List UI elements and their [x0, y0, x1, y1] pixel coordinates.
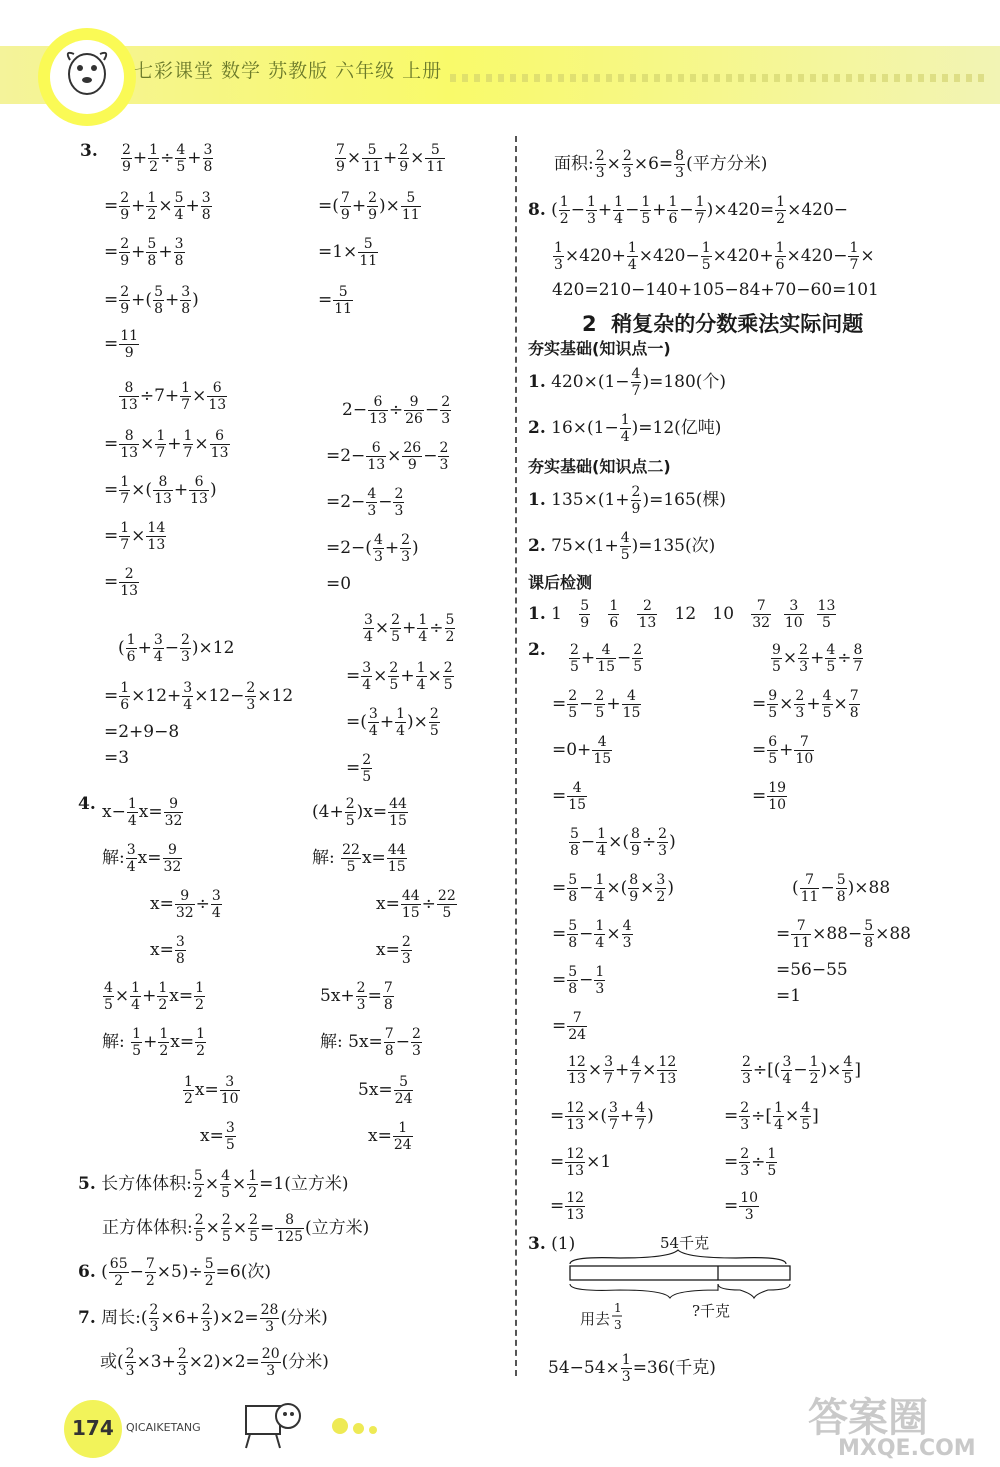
- math-line: = $\frac{1}{6}$ ×12+ $\frac{3}{4}$ ×12− $\frac{2}{3}$ ×12: [104, 680, 294, 714]
- math-line: ( $\frac{1}{6}$ + $\frac{3}{4}$ − $\frac{2}{3}$ )×12: [118, 632, 235, 666]
- footer-dots: [332, 1418, 382, 1438]
- math-line: x= $\frac{2}{3}$: [376, 934, 411, 968]
- math-line: 2. 16×(1− $\frac{1}{4}$ )=12(亿吨): [528, 412, 722, 446]
- math-line: 2. 75×(1+ $\frac{4}{5}$ )=135(次): [528, 530, 716, 564]
- solution-label: 解:: [312, 848, 335, 869]
- math-line: $\frac{8}{13}$ ÷7+ $\frac{1}{7}$ × $\frac{6}{13}$: [120, 380, 227, 414]
- math-line: 正方体体积: $\frac{2}{5}$ × $\frac{2}{5}$ × $\frac{2}{5}$ = $\frac{8}{125}$ (立方米): [102, 1212, 370, 1246]
- subsection-title: 夯实基础(知识点一): [528, 339, 671, 358]
- math-line: =0+ $\frac{4}{15}$: [552, 734, 612, 768]
- watermark-url: MXQE.COM: [838, 1436, 976, 1461]
- footer-mascot-icon: [240, 1392, 306, 1454]
- math-line: = $\frac{12}{13}$ ×1: [550, 1146, 612, 1180]
- header-title: 七彩课堂 数学 苏教版 六年级 上册: [134, 60, 443, 82]
- label: 面积:: [554, 154, 594, 175]
- math-line: = $\frac{1}{7}$ ×( $\frac{8}{13}$ + $\frac{6}{13}$ ): [104, 474, 217, 508]
- math-line: x= $\frac{9}{32}$ ÷ $\frac{3}{4}$: [150, 888, 221, 922]
- math-line: $\frac{2}{9}$ + $\frac{1}{2}$ ÷ $\frac{4}{5}$ + $\frac{3}{8}$: [122, 142, 213, 176]
- math-line: =0: [326, 574, 352, 594]
- math-line: $\frac{2}{3}$ ÷[( $\frac{3}{4}$ − $\frac{1}{2}$ )× $\frac{4}{5}$ ]: [742, 1054, 861, 1088]
- math-line: = $\frac{6}{5}$ + $\frac{7}{10}$: [752, 734, 814, 768]
- question-number: 7.: [78, 1308, 96, 1329]
- subsection-title: 夯实基础(知识点二): [528, 457, 671, 476]
- math-line: 7. 周长:( $\frac{2}{3}$ ×6+ $\frac{2}{3}$ )×2= $\frac{28}{3}$ (分米): [78, 1302, 328, 1336]
- result: =1(立方米): [259, 1174, 349, 1195]
- math-line: 2− $\frac{6}{13}$ ÷ $\frac{9}{26}$ − $\frac{2}{3}$: [342, 394, 451, 428]
- math-line: = $\frac{5}{8}$ − $\frac{1}{4}$ × $\frac{4}{3}$: [552, 918, 632, 952]
- unit: (平方分米): [686, 154, 768, 175]
- result: =165(棵): [649, 490, 727, 511]
- result: =135(次): [638, 536, 716, 557]
- math-line: = $\frac{7}{24}$: [552, 1010, 587, 1044]
- math-line: 1. 420×(1− $\frac{4}{7}$ )=180(个): [528, 366, 727, 400]
- diagram-unknown-label: ?千克: [692, 1302, 731, 1320]
- result: =36(千克): [632, 1358, 716, 1379]
- math-line: 1. 1 $\frac{5}{9}$ $\frac{1}{6}$ $\frac{2}{13}$ 12 10 $\frac{7}{32}$ $\frac{3}{10}$ $\frac{13}{5}$: [528, 598, 836, 632]
- diagram-fraction-den: 3: [614, 1318, 622, 1332]
- math-line: = $\frac{2}{3}$ ÷ $\frac{1}{5}$: [724, 1146, 777, 1180]
- math-line: = $\frac{2}{3}$ ÷[ $\frac{1}{4}$ × $\frac{4}{5}$ ]: [724, 1100, 819, 1134]
- sub-number: (1): [551, 1234, 576, 1254]
- math-line: = $\frac{2}{9}$ +( $\frac{5}{8}$ + $\frac{3}{8}$ ): [104, 284, 199, 318]
- math-line: =1× $\frac{5}{11}$: [318, 236, 378, 270]
- math-line: = $\frac{7}{11}$ ×88− $\frac{5}{8}$ ×88: [776, 918, 912, 952]
- diagram-fraction-num: 1: [614, 1301, 622, 1315]
- math-line: 解: $\frac{3}{4}$ x= $\frac{9}{32}$: [102, 842, 182, 876]
- math-line: = $\frac{12}{13}$ ×( $\frac{3}{7}$ + $\frac{4}{7}$ ): [550, 1100, 654, 1134]
- math-line: =( $\frac{3}{4}$ + $\frac{1}{4}$ )× $\frac{2}{5}$: [346, 706, 439, 740]
- unit: (分米): [281, 1352, 329, 1373]
- math-line: =3: [104, 748, 130, 768]
- math-line: =2+9−8: [104, 722, 180, 742]
- line-segment-diagram: [560, 1228, 810, 1338]
- section-heading: 稍复杂的分数乘法实际问题: [611, 312, 864, 336]
- mascot-icon: [50, 40, 124, 114]
- section-number: 2: [582, 312, 597, 336]
- math-line: 1. 135×(1+ $\frac{2}{9}$ )=165(棵): [528, 484, 727, 518]
- answer: 1: [551, 604, 562, 625]
- math-line: 54−54× $\frac{1}{3}$ =36(千克): [548, 1352, 716, 1386]
- math-line: =2− $\frac{4}{3}$ − $\frac{2}{3}$: [326, 486, 404, 520]
- question-number: 1.: [528, 604, 546, 625]
- math-line: (4+ $\frac{2}{5}$ )x= $\frac{44}{15}$: [312, 796, 407, 830]
- math-line: = $\frac{12}{13}$: [550, 1190, 585, 1224]
- question-number: 5.: [78, 1174, 96, 1195]
- math-line: =56−55: [776, 960, 848, 980]
- solution-label: 解:: [102, 1032, 125, 1053]
- math-line: $\frac{1}{3}$ ×420+ $\frac{1}{4}$ ×420− $\frac{1}{5}$ ×420+ $\frac{1}{6}$ ×420− $\frac{1}{7}$ ×: [554, 240, 875, 274]
- math-line: 解: 5x= $\frac{7}{8}$ − $\frac{2}{3}$: [320, 1026, 421, 1060]
- footer-brand: QICAIKETANG: [126, 1421, 201, 1434]
- question-number: 4.: [78, 794, 96, 814]
- math-line: =2− $\frac{6}{13}$ × $\frac{26}{9}$ − $\frac{2}{3}$: [326, 440, 449, 474]
- question-number: 6.: [78, 1262, 96, 1283]
- math-line: $\frac{2}{5}$ + $\frac{4}{15}$ − $\frac{2}{5}$: [570, 642, 643, 676]
- math-line: = $\frac{2}{9}$ + $\frac{5}{8}$ + $\frac{3}{8}$: [104, 236, 184, 270]
- math-line: x= $\frac{3}{5}$: [200, 1120, 235, 1154]
- page-number: 174: [72, 1416, 114, 1440]
- result: =6(次): [215, 1262, 271, 1283]
- question-number: 2.: [528, 640, 546, 660]
- label: 长方体体积:: [101, 1174, 192, 1195]
- solution-label: 解:: [102, 848, 125, 869]
- math-line: = $\frac{2}{9}$ + $\frac{1}{2}$ × $\frac{5}{4}$ + $\frac{3}{8}$: [104, 190, 211, 224]
- solution-label: 解:: [320, 1032, 343, 1053]
- math-line: = $\frac{4}{15}$: [552, 780, 587, 814]
- unit: (分米): [280, 1308, 328, 1329]
- math-line: = $\frac{5}{8}$ − $\frac{1}{3}$: [552, 964, 605, 998]
- math-line: $\frac{9}{5}$ × $\frac{2}{3}$ + $\frac{4}{5}$ ÷ $\frac{8}{7}$: [772, 642, 863, 676]
- math-line: $\frac{7}{9}$ × $\frac{5}{11}$ + $\frac{2}{9}$ × $\frac{5}{11}$: [336, 142, 445, 176]
- math-line: 6. ( $\frac{65}{2}$ − $\frac{7}{2}$ ×5)÷ $\frac{5}{2}$ =6(次): [78, 1256, 271, 1290]
- math-line: = $\frac{8}{13}$ × $\frac{1}{7}$ + $\frac{1}{7}$ × $\frac{6}{13}$: [104, 428, 229, 462]
- question-number: 3.: [528, 1234, 546, 1254]
- math-line: 8. ( $\frac{1}{2}$ − $\frac{1}{3}$ + $\frac{1}{4}$ − $\frac{1}{5}$ + $\frac{1}{6}$ − $\frac{1}{7}$ )×420= $\frac{1}{2}$ ×420−: [528, 194, 849, 228]
- unit: (立方米): [304, 1218, 370, 1239]
- math-line: =2−( $\frac{4}{3}$ + $\frac{2}{3}$ ): [326, 532, 419, 566]
- diagram-top-label: 54千克: [660, 1234, 710, 1252]
- math-line: x− $\frac{1}{4}$ x= $\frac{9}{32}$: [102, 796, 183, 830]
- math-line: x= $\frac{1}{24}$: [368, 1120, 412, 1154]
- math-line: $\frac{5}{8}$ − $\frac{1}{4}$ ×( $\frac{8}{9}$ ÷ $\frac{2}{3}$ ): [570, 826, 676, 860]
- math-line: $\frac{4}{5}$ × $\frac{1}{4}$ + $\frac{1}{2}$ x= $\frac{1}{2}$: [104, 980, 205, 1014]
- math-line: ( $\frac{7}{11}$ − $\frac{5}{8}$ )×88: [792, 872, 891, 906]
- math-line: $\frac{12}{13}$ × $\frac{3}{7}$ + $\frac{4}{7}$ × $\frac{12}{13}$: [568, 1054, 677, 1088]
- math-line: x= $\frac{44}{15}$ ÷ $\frac{22}{5}$: [376, 888, 456, 922]
- math-line: =1: [776, 986, 802, 1006]
- math-line: $\frac{1}{2}$ x= $\frac{3}{10}$: [184, 1074, 239, 1108]
- math-line: = $\frac{1}{7}$ × $\frac{14}{13}$: [104, 520, 166, 554]
- math-line: = $\frac{11}{9}$: [104, 328, 139, 362]
- math-line: $\frac{3}{4}$ × $\frac{2}{5}$ + $\frac{1}{4}$ ÷ $\frac{5}{2}$: [364, 612, 455, 646]
- math-line: = $\frac{3}{4}$ × $\frac{2}{5}$ + $\frac{1}{4}$ × $\frac{2}{5}$: [346, 660, 453, 694]
- header-decoration: [450, 74, 990, 82]
- math-line: = $\frac{5}{8}$ − $\frac{1}{4}$ ×( $\frac{8}{9}$ × $\frac{3}{2}$ ): [552, 872, 674, 906]
- math-line: = $\frac{19}{10}$: [752, 780, 787, 814]
- math-line: 解: $\frac{22}{5}$ x= $\frac{44}{15}$: [312, 842, 406, 876]
- answer: 10: [712, 604, 735, 625]
- question-number: 8.: [528, 200, 546, 221]
- math-line: = $\frac{5}{11}$: [318, 284, 353, 318]
- math-line: 面积: $\frac{2}{3}$ × $\frac{2}{3}$ ×6= $\frac{8}{3}$ (平方分米): [554, 148, 768, 182]
- math-line: 5. 长方体体积: $\frac{5}{2}$ × $\frac{4}{5}$ × $\frac{1}{2}$ =1(立方米): [78, 1168, 349, 1202]
- label: 正方体体积:: [102, 1218, 193, 1239]
- question-number: 3.: [80, 141, 98, 161]
- result: =12(亿吨): [638, 418, 722, 439]
- math-line: 或( $\frac{2}{3}$ ×3+ $\frac{2}{3}$ ×2)×2= $\frac{20}{3}$ (分米): [100, 1346, 329, 1380]
- result: =180(个): [649, 372, 727, 393]
- math-line: 420=210−140+105−84+70−60=101: [552, 280, 879, 300]
- math-line: = $\frac{9}{5}$ × $\frac{2}{3}$ + $\frac{4}{5}$ × $\frac{7}{8}$: [752, 688, 859, 722]
- math-line: = $\frac{10}{3}$: [724, 1190, 759, 1224]
- label: 或: [100, 1352, 117, 1373]
- watermark-logo: 答案圈: [808, 1395, 928, 1441]
- math-line: 5x+ $\frac{2}{3}$ = $\frac{7}{8}$: [320, 980, 393, 1014]
- math-line: = $\frac{2}{13}$: [104, 566, 139, 600]
- math-line: 解: $\frac{1}{5}$ + $\frac{1}{2}$ x= $\frac{1}{2}$: [102, 1026, 205, 1060]
- diagram-used-label: 用去: [580, 1310, 611, 1328]
- math-line: = $\frac{2}{5}$: [346, 752, 372, 786]
- label: 周长:: [101, 1308, 141, 1329]
- answer: 12: [674, 604, 697, 625]
- math-line: x= $\frac{3}{8}$: [150, 934, 185, 968]
- math-line: = $\frac{2}{5}$ − $\frac{2}{5}$ + $\frac{4}{15}$: [552, 688, 641, 722]
- math-line: =( $\frac{7}{9}$ + $\frac{2}{9}$ )× $\frac{5}{11}$: [318, 190, 420, 224]
- section-title: [582, 308, 863, 338]
- subsection-title: 课后检测: [528, 573, 593, 592]
- column-divider: [515, 136, 517, 1376]
- math-line: 5x= $\frac{5}{24}$: [358, 1074, 413, 1108]
